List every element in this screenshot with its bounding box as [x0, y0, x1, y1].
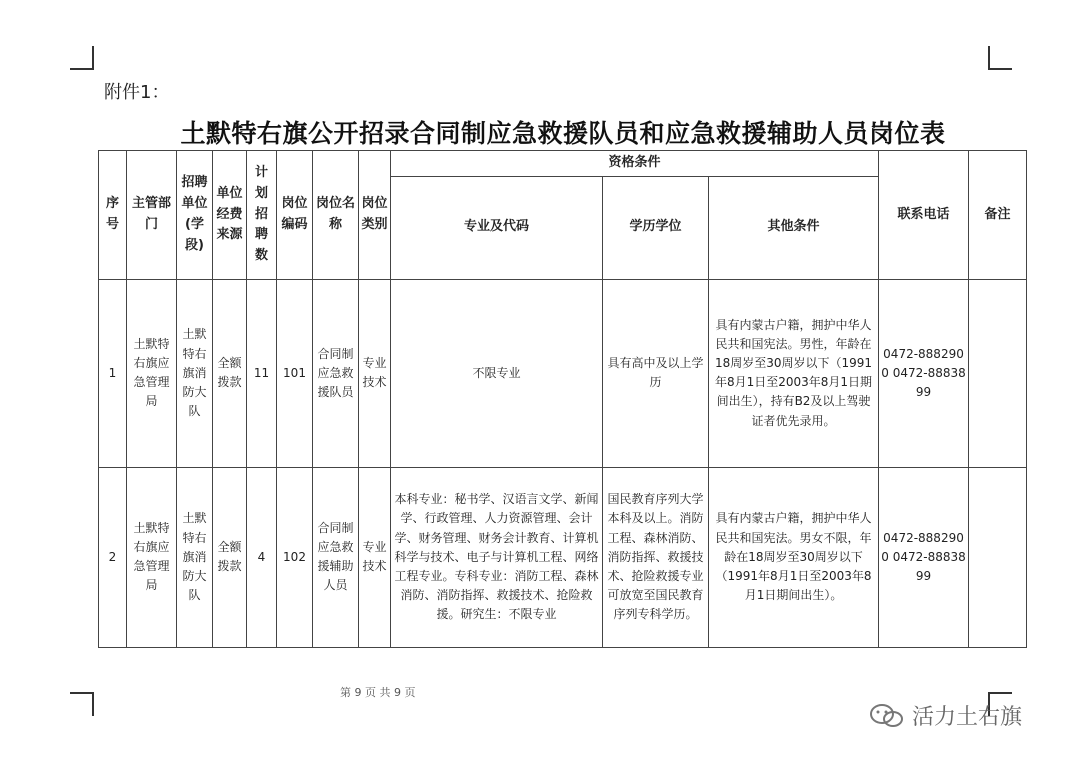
cell-plan: 11: [247, 279, 277, 467]
cell-funding: 全额拨款: [213, 279, 247, 467]
table-row: [99, 279, 1027, 467]
cell-plan: 4: [247, 467, 277, 647]
crop-mark-top-right: [988, 46, 1012, 70]
cell-major: 不限专业: [391, 279, 603, 467]
header-funding: 单位经费来源: [213, 151, 247, 280]
cell-other: 具有内蒙古户籍，拥护中华人民共和国宪法。男性，年龄在18周岁至30周岁以下（1991年8月1日至2003年8月1日期间出生），持有B2及以上驾驶证者优先录用。: [709, 279, 879, 467]
cell-remarks: [969, 467, 1027, 647]
position-table: [98, 150, 1027, 648]
page-number: 第 9 页 共 9 页: [340, 686, 416, 699]
cell-degree: 具有高中及以上学历: [603, 279, 709, 467]
header-qualifications: 资格条件: [391, 151, 879, 177]
crop-mark-top-left: [70, 46, 94, 70]
header-unit: 招聘单位(学段): [177, 151, 213, 280]
header-post-code: 岗位编码: [277, 151, 313, 280]
header-major: 专业及代码: [391, 176, 603, 279]
cell-phone: 0472-8882900 0472-8883899: [879, 279, 969, 467]
cell-post-type: 专业技术: [359, 467, 391, 647]
cell-post-code: 101: [277, 279, 313, 467]
cell-dept: 土默特右旗应急管理局: [127, 467, 177, 647]
cell-other: 具有内蒙古户籍，拥护中华人民共和国宪法。男女不限，年龄在18周岁至30周岁以下（1991年8月1日至2003年8月1日期间出生）。: [709, 467, 879, 647]
cell-post-code: 102: [277, 467, 313, 647]
header-dept: 主管部门: [127, 151, 177, 280]
cell-post-name: 合同制应急救援辅助人员: [313, 467, 359, 647]
cell-phone: 0472-8882900 0472-8883899: [879, 467, 969, 647]
crop-mark-bottom-left: [70, 692, 94, 716]
header-remarks: 备注: [969, 151, 1027, 280]
cell-unit: 土默特右旗消防大队: [177, 467, 213, 647]
cell-seq: 2: [99, 467, 127, 647]
header-row-1: [99, 151, 1027, 177]
watermark: [868, 700, 1022, 731]
header-post-name: 岗位名称: [313, 151, 359, 280]
cell-major: 本科专业：秘书学、汉语言文学、新闻学、行政管理、人力资源管理、会计学、财务管理、财务会计教育、计算机科学与技术、电子与计算机工程、网络工程专业。专科专业：消防工程、森林消防、消防指挥、救援技术、抢险救援。研究生：不限专业: [391, 467, 603, 647]
header-post-type: 岗位类别: [359, 151, 391, 280]
cell-post-type: 专业技术: [359, 279, 391, 467]
cell-dept: 土默特右旗应急管理局: [127, 279, 177, 467]
header-plan: 计划招聘数: [247, 151, 277, 280]
header-seq: 序号: [99, 151, 127, 280]
attachment-label: 附件1：: [104, 82, 170, 103]
document-title: 土默特右旗公开招录合同制应急救援队员和应急救援辅助人员岗位表: [180, 119, 946, 148]
header-phone: 联系电话: [879, 151, 969, 280]
table-row: [99, 467, 1027, 647]
cell-degree: 国民教育序列大学本科及以上。消防工程、森林消防、消防指挥、救援技术、抢险救援专业可放宽至国民教育序列专科学历。: [603, 467, 709, 647]
header-other: 其他条件: [709, 176, 879, 279]
watermark-text: 活力土右旗: [912, 705, 1023, 730]
cell-remarks: [969, 279, 1027, 467]
wechat-icon: [868, 703, 906, 729]
header-degree: 学历学位: [603, 176, 709, 279]
cell-post-name: 合同制应急救援队员: [313, 279, 359, 467]
cell-seq: 1: [99, 279, 127, 467]
cell-unit: 土默特右旗消防大队: [177, 279, 213, 467]
cell-funding: 全额拨款: [213, 467, 247, 647]
